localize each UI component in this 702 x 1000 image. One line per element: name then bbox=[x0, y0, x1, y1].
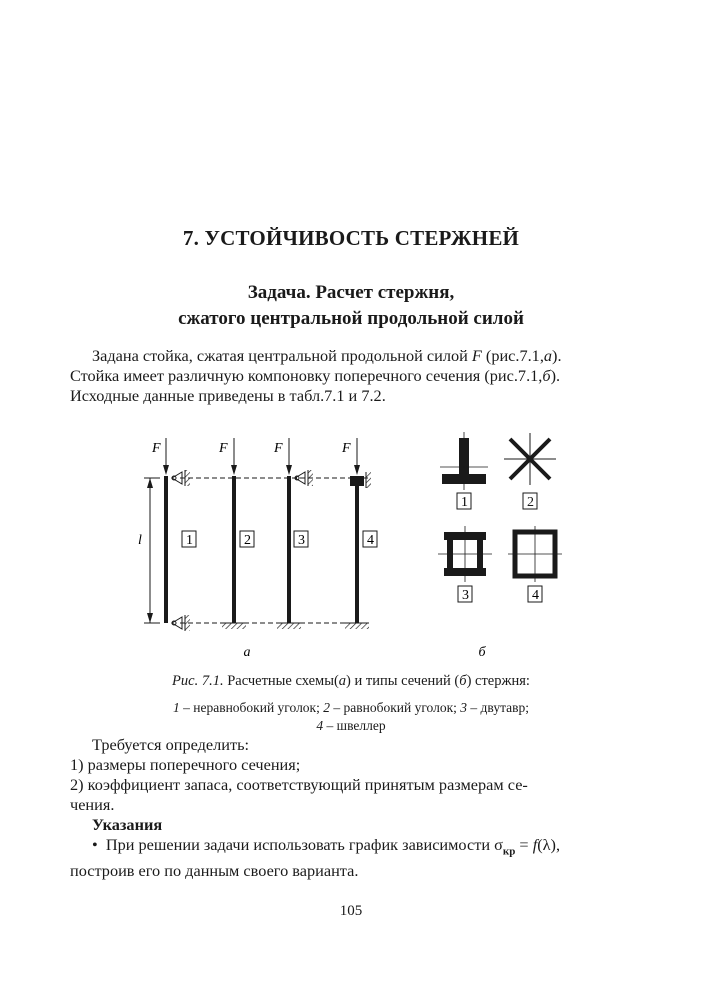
intro-line1: Задана стойка, сжатая центральной продольной силой F (рис.7.1,а). bbox=[92, 346, 562, 365]
subfig-label-a: а bbox=[243, 645, 251, 660]
figure-caption: Рис. 7.1. Расчетные схемы(а) и типы сечений (б) стержня: bbox=[172, 673, 530, 689]
task-title bbox=[0, 280, 702, 332]
intro-line2: Стойка имеет различную компоновку поперечного сечения (рис.7.1,б). bbox=[70, 366, 561, 385]
section-3 bbox=[438, 526, 492, 603]
section-1 bbox=[440, 432, 488, 510]
force-label-4: F bbox=[342, 441, 351, 456]
instruction-line2: построив его по данным своего варианта. bbox=[70, 861, 359, 881]
scheme-2 bbox=[218, 438, 254, 629]
scheme-label-4: 4 bbox=[367, 533, 374, 548]
requirement-item-2-cont: чения. bbox=[70, 795, 115, 814]
chapter-title: 7. УСТОЙЧИВОСТЬ СТЕРЖНЕЙ bbox=[182, 226, 520, 250]
task-title-line1: Задача. Расчет стержня, bbox=[247, 282, 455, 303]
scheme-label-2: 2 bbox=[244, 533, 251, 548]
force-label-2: F bbox=[219, 441, 228, 456]
figure-legend bbox=[0, 699, 702, 735]
length-label: l bbox=[138, 533, 142, 548]
force-label-3: F bbox=[274, 441, 283, 456]
task-title-line2: сжатого центральной продольной силой bbox=[178, 308, 524, 329]
legend-line1: 1 – неравнобокий уголок; 2 – равнобокий уголок; 3 – двутавр; bbox=[172, 700, 530, 715]
subfig-label-b: б bbox=[478, 645, 486, 660]
force-label-1: F bbox=[152, 441, 161, 456]
section-label-3: 3 bbox=[462, 588, 469, 603]
intro-line3: Исходные данные приведены в табл.7.1 и 7.2. bbox=[70, 386, 386, 405]
bullet: • bbox=[92, 835, 98, 854]
scheme-label-1: 1 bbox=[186, 533, 193, 548]
requirements-lead: Требуется определить: bbox=[92, 735, 250, 754]
page-number: 105 bbox=[339, 903, 363, 919]
scheme-1 bbox=[151, 438, 196, 631]
figure-7-1 bbox=[130, 430, 590, 665]
scheme-4 bbox=[341, 438, 377, 629]
instructions-heading: Указания bbox=[92, 815, 163, 834]
requirement-item-2: 2) коэффициент запаса, соответствующий принятым размерам се- bbox=[70, 775, 528, 794]
legend-line2: 4 – швеллер bbox=[316, 718, 386, 733]
section-label-1: 1 bbox=[461, 495, 468, 510]
instructions bbox=[70, 815, 636, 881]
section-2 bbox=[504, 433, 556, 510]
section-4 bbox=[508, 526, 562, 603]
section-label-4: 4 bbox=[532, 588, 539, 603]
scheme-label-3: 3 bbox=[298, 533, 305, 548]
intro-paragraph bbox=[70, 346, 636, 406]
requirement-item-1: 1) размеры поперечного сечения; bbox=[70, 755, 301, 774]
scheme-3 bbox=[273, 438, 313, 629]
requirements bbox=[70, 735, 636, 815]
section-label-2: 2 bbox=[527, 495, 534, 510]
instruction-line1: • При решении задачи использовать график зависимости $\sigma_{кр} = f(\lambda)$, bbox=[92, 835, 561, 858]
